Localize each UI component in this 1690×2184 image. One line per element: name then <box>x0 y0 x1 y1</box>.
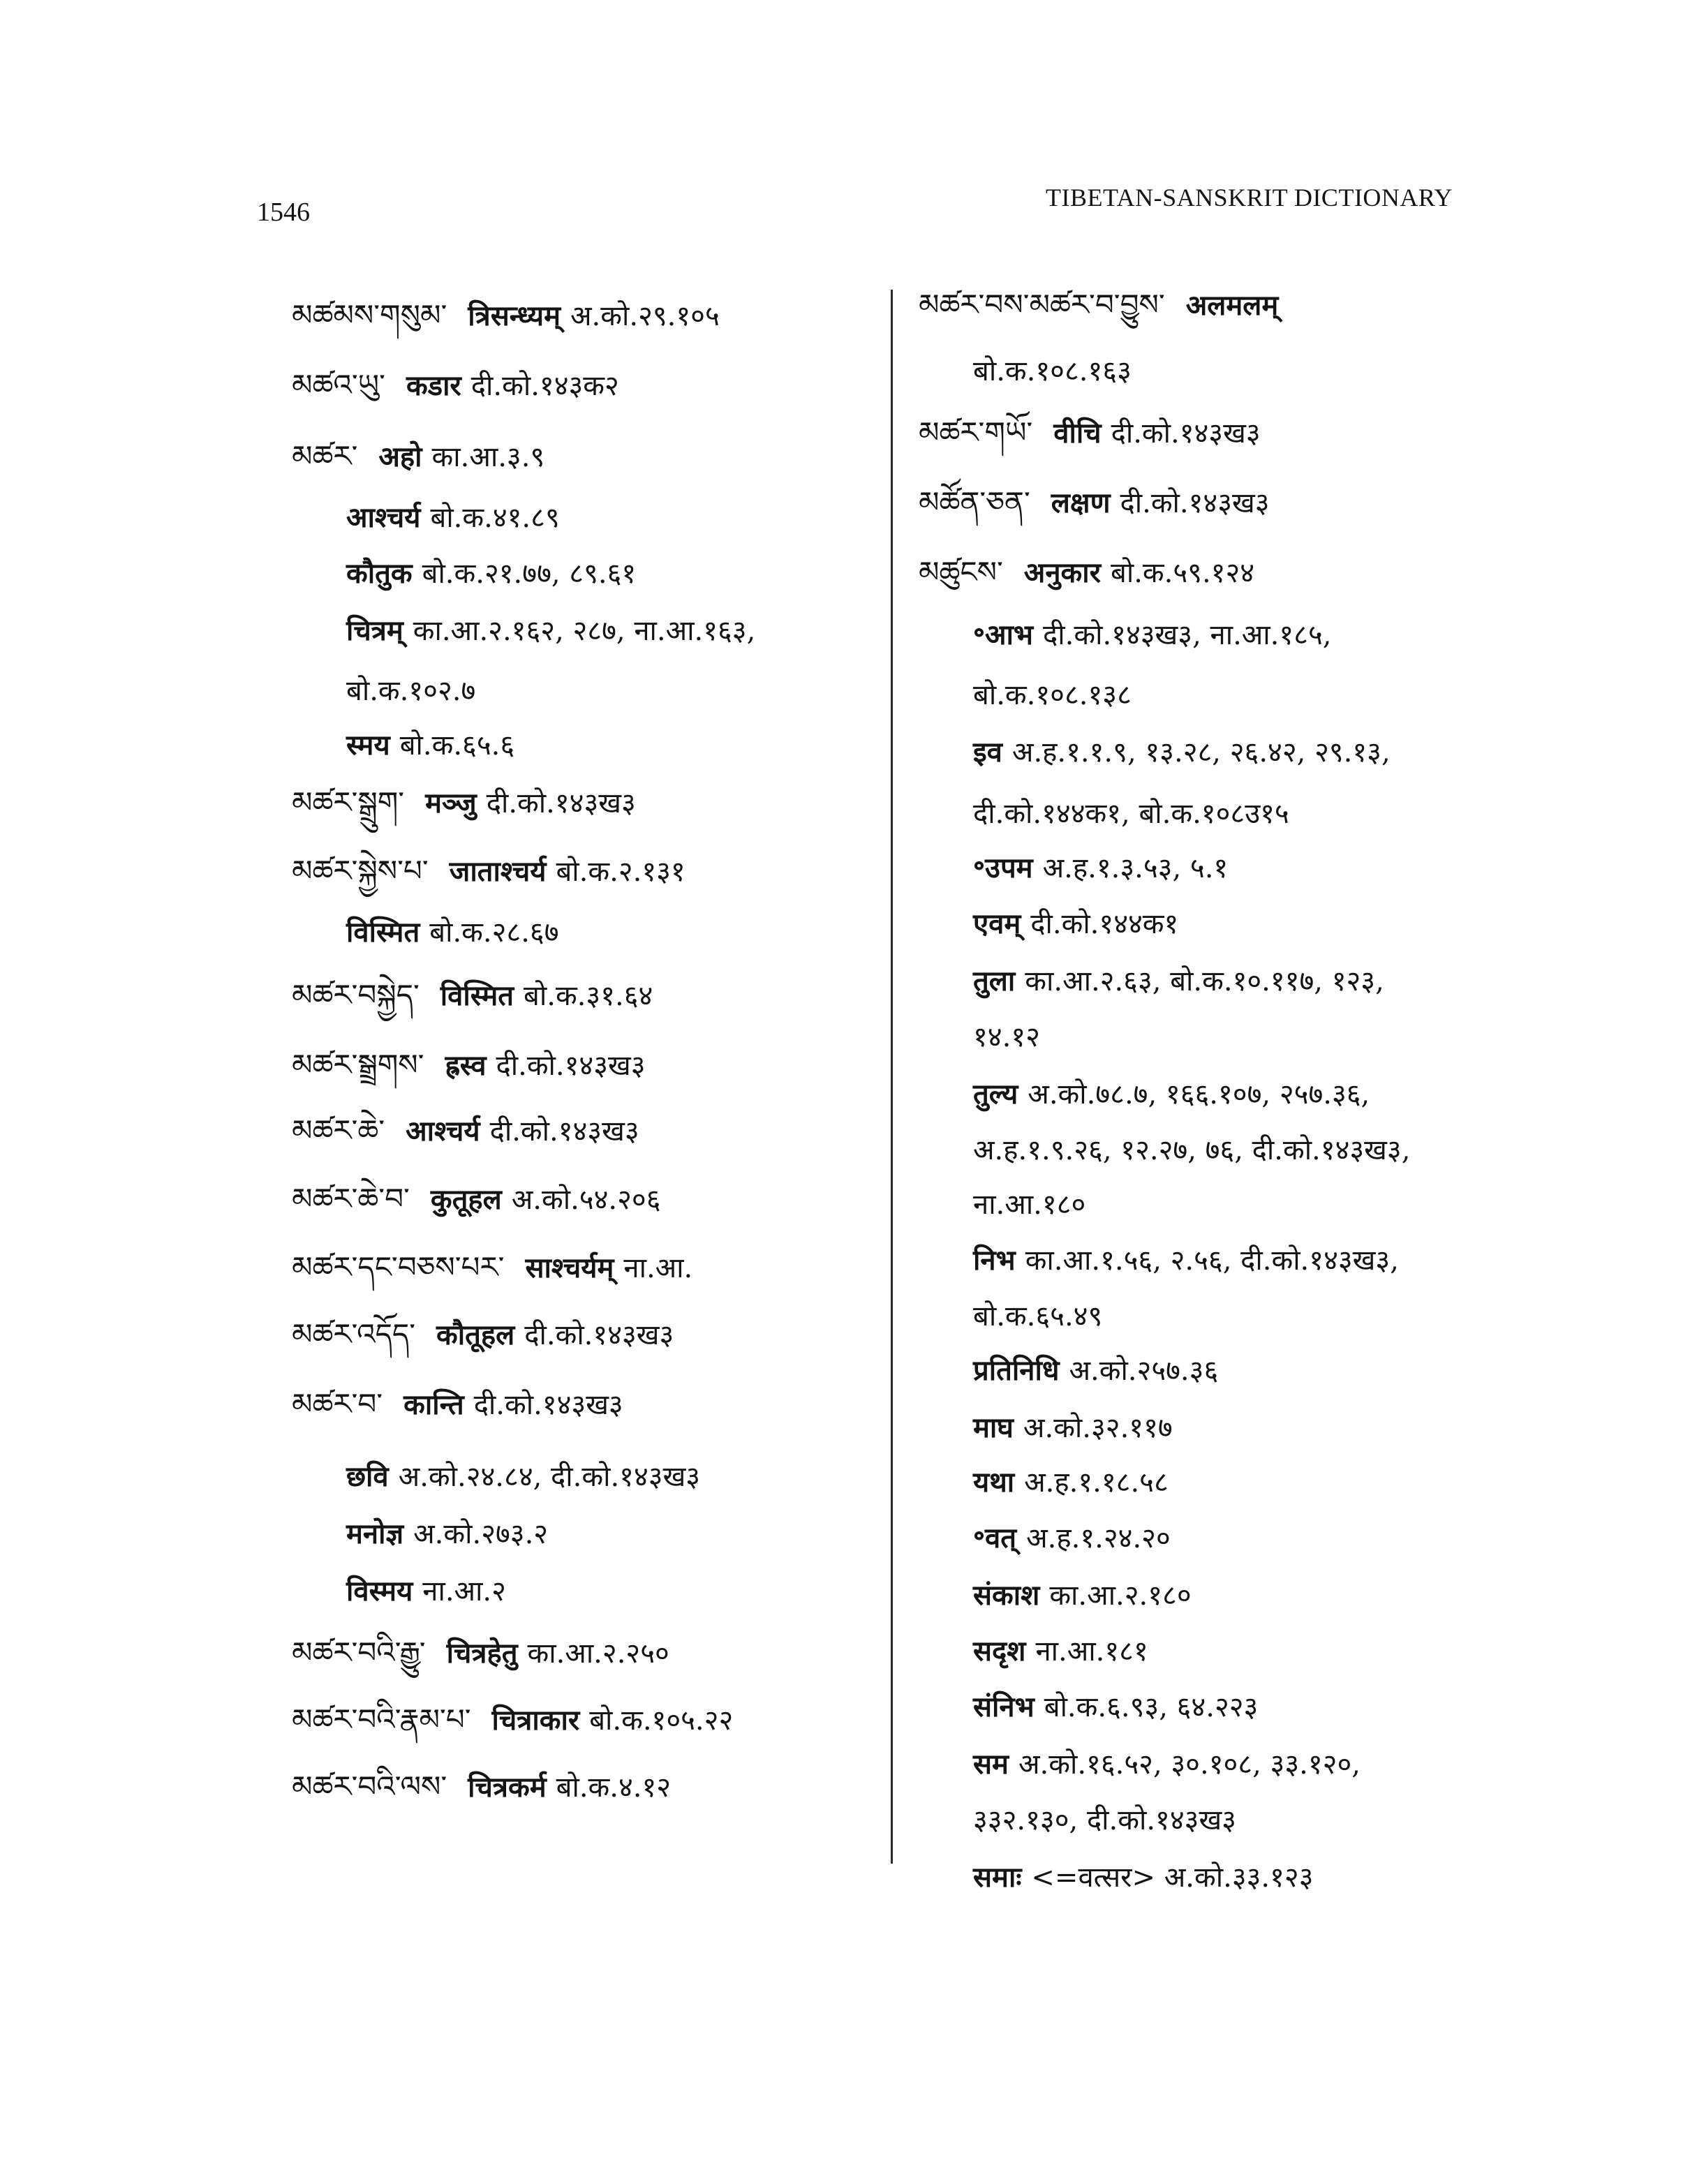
entry-line <box>973 1686 1258 1728</box>
entry-line <box>973 1857 1314 1899</box>
source-reference: अ.को.२९.१०५ <box>570 300 720 332</box>
running-head: TIBETAN-SANSKRIT DICTIONARY <box>1046 184 1453 211</box>
source-reference: १४.१२ <box>973 1021 1040 1053</box>
sanskrit-equivalent: कौतुक <box>346 557 413 590</box>
sanskrit-equivalent: इव <box>973 736 1002 768</box>
sanskrit-equivalent: प्रतिनिधि <box>973 1354 1060 1387</box>
sanskrit-equivalent: समाः <box>973 1861 1022 1894</box>
entry-line <box>973 1462 1169 1503</box>
entry-line <box>973 614 1332 656</box>
sanskrit-equivalent: साश्चर्यम् <box>525 1251 614 1284</box>
source-reference: का.आ.२.६३, बो.क.१०.११७, १२३, <box>1025 965 1384 997</box>
entry-line <box>292 1632 669 1674</box>
entry-line <box>292 436 544 478</box>
entry-line <box>919 284 1288 327</box>
source-reference: ना.आ.२ <box>422 1575 506 1607</box>
sanskrit-equivalent: एवम् <box>973 907 1021 940</box>
source-reference: बो.क.२.१३१ <box>556 856 685 888</box>
sanskrit-equivalent: चित्रहेतु <box>446 1637 518 1670</box>
entry-line <box>346 725 514 766</box>
source-reference: बो.क.६५.६ <box>399 729 515 762</box>
tibetan-headword: མཚར་བ་ <box>292 1387 383 1421</box>
entry-line <box>292 1766 671 1808</box>
source-reference: अ.ह.१.३.५३, ५.१ <box>1042 852 1229 884</box>
sanskrit-equivalent: आश्चर्य <box>406 1115 480 1147</box>
source-reference: बो.क.२१.७७, ८९.६१ <box>422 558 637 590</box>
source-reference: दी.को.१४३ख३ <box>1111 417 1261 450</box>
source-reference: का.आ.२.२५० <box>527 1637 669 1670</box>
source-reference: दी.को.१४३ख३ <box>524 1319 674 1351</box>
entry-line <box>346 670 475 712</box>
sanskrit-equivalent: अनुकार <box>1023 556 1101 589</box>
entry-line <box>919 412 1261 454</box>
source-reference: का.आ.१.५६, २.५६, दी.को.१४३ख३, <box>1025 1245 1399 1277</box>
entry-line <box>346 497 560 539</box>
source-reference: अ.ह.१.२४.२० <box>1026 1522 1171 1554</box>
tibetan-headword: མཚར་བའི་རྣམ་པ་ <box>292 1702 471 1737</box>
entry-line <box>973 1799 1236 1841</box>
source-reference: बो.क.१०२.७ <box>346 675 476 707</box>
source-reference: का.आ.२.१६२, २८७, ना.आ.१६३, <box>413 615 756 647</box>
entry-line <box>973 1184 1085 1226</box>
entry-line <box>292 1699 733 1741</box>
sanskrit-equivalent: चित्रकर्म <box>468 1771 547 1804</box>
source-reference: अ.को.३२.११७ <box>1023 1412 1173 1444</box>
source-reference: दी.को.१४३ख३ <box>496 1050 646 1082</box>
entry-line <box>973 1744 1361 1785</box>
source-reference: <=वत्सर> अ.को.३३.१२३ <box>1031 1862 1314 1894</box>
tibetan-headword: མཚར་ <box>292 439 358 473</box>
tibetan-headword: མཚར་གཡོ་ <box>919 415 1033 450</box>
source-reference: अ.को.२७३.२ <box>413 1518 549 1550</box>
sanskrit-equivalent: कौतूहल <box>436 1318 515 1351</box>
tibetan-headword: མཚར་ཆེ་བ་ <box>292 1182 410 1216</box>
sanskrit-equivalent: यथा <box>973 1466 1015 1499</box>
source-reference: बो.क.४१.८९ <box>430 502 560 534</box>
sanskrit-equivalent: ॰आभ <box>973 618 1034 651</box>
tibetan-headword: མཚར་སྒྲྲགས་ <box>292 1048 424 1082</box>
source-reference: बो.क.५९.१२४ <box>1111 557 1255 589</box>
source-reference: अ.ह.१.१८.५८ <box>1024 1466 1169 1499</box>
sanskrit-equivalent: संकाश <box>973 1579 1040 1612</box>
entry-line <box>292 1044 646 1087</box>
tibetan-headword: མཚར་སྒྲུག་ <box>292 785 405 819</box>
entry-line <box>973 731 1391 773</box>
entry-line <box>292 1247 692 1289</box>
entry-line <box>973 960 1384 1002</box>
sanskrit-equivalent: त्रिसन्ध्यम् <box>468 299 561 332</box>
entry-line <box>973 1350 1218 1392</box>
sanskrit-equivalent: जाताश्चर्य <box>449 855 547 888</box>
source-reference: अ.को.७८.७, १६६.१०७, २५७.३६, <box>1028 1078 1370 1110</box>
sanskrit-equivalent: स्मय <box>346 729 390 762</box>
entry-line <box>292 782 636 824</box>
tibetan-headword: མཚོན་ཅན་ <box>919 485 1030 519</box>
source-reference: ना.आ.१८० <box>973 1189 1086 1221</box>
entry-line <box>346 1456 700 1498</box>
sanskrit-equivalent: कान्ति <box>403 1388 464 1421</box>
source-reference: अ.को.१६.५२, ३०.१०८, ३३.१२०, <box>1018 1748 1361 1781</box>
sanskrit-equivalent: संनिभ <box>973 1691 1035 1723</box>
source-reference: अ.ह.१.१.९, १३.२८, २६.४२, २९.१३, <box>1011 736 1391 768</box>
source-reference: दी.को.१४३ख३ <box>1120 487 1270 519</box>
tibetan-headword: མཚར་བས་མཚར་བ་བྱུས་ <box>919 288 1165 322</box>
sanskrit-equivalent: छवि <box>346 1460 389 1493</box>
entry-line <box>973 1630 1148 1672</box>
sanskrit-equivalent: तुला <box>973 965 1016 997</box>
sanskrit-equivalent: सदृश <box>973 1635 1026 1667</box>
tibetan-headword: མཚར་སྐྱེས་པ་ <box>292 854 429 888</box>
tibetan-headword: མཚའ་ཡུ་ <box>292 368 385 402</box>
sanskrit-equivalent: माघ <box>973 1411 1014 1444</box>
source-reference: दी.को.१४४क१ <box>1030 908 1179 940</box>
source-reference: दी.को.१४३ख३ <box>489 1115 639 1147</box>
sanskrit-equivalent: ॰उपम <box>973 852 1033 884</box>
entry-line <box>346 1570 506 1612</box>
entry-line <box>973 1074 1370 1115</box>
tibetan-headword: མཚར་ཆེ་ <box>292 1113 385 1147</box>
sanskrit-equivalent: सम <box>973 1748 1009 1781</box>
entry-line <box>919 551 1254 594</box>
entry-line <box>292 974 653 1017</box>
source-reference: ३३२.१३०, दी.को.१४३ख३ <box>973 1804 1236 1836</box>
entry-line <box>973 350 1132 392</box>
tibetan-headword: མཚར་དང་བཅས་པར་ <box>292 1250 505 1284</box>
sanskrit-equivalent: कडार <box>406 369 461 402</box>
source-reference: अ.ह.१.९.२६, १२.२७, ७६, दी.को.१४३ख३, <box>973 1134 1411 1166</box>
entry-line <box>292 1383 623 1426</box>
entry-line <box>346 610 755 652</box>
entry-line <box>973 1016 1040 1058</box>
source-reference: बो.क.१०८.१३८ <box>973 679 1132 711</box>
tibetan-headword: མཚར་འདོད་ <box>292 1317 416 1351</box>
source-reference: दी.को.१४३ख३ <box>473 1389 623 1421</box>
source-reference: बो.क.२८.६७ <box>429 916 559 949</box>
sanskrit-equivalent: अहो <box>378 440 422 473</box>
column-divider <box>891 290 893 1864</box>
entry-line <box>346 1513 548 1555</box>
sanskrit-equivalent: विस्मित <box>440 979 514 1012</box>
entry-line <box>292 295 720 337</box>
sanskrit-equivalent: विस्मित <box>346 916 420 949</box>
sanskrit-equivalent: निभ <box>973 1244 1016 1277</box>
entry-line <box>973 1240 1399 1282</box>
sanskrit-equivalent: कुतूहल <box>430 1183 502 1216</box>
sanskrit-equivalent: मनोज्ञ <box>346 1517 404 1550</box>
source-reference: अ.को.२५७.३६ <box>1069 1355 1219 1387</box>
source-reference: का.आ.३.९ <box>431 441 545 473</box>
sanskrit-equivalent: मञ्जु <box>425 787 477 819</box>
sanskrit-equivalent: ॰वत् <box>973 1522 1017 1554</box>
entry-line <box>973 1129 1410 1171</box>
source-reference: ना.आ. <box>623 1252 693 1284</box>
entry-line <box>973 1295 1102 1337</box>
entry-line <box>292 1314 674 1356</box>
sanskrit-equivalent: आश्चर्य <box>346 501 421 534</box>
tibetan-headword: མཚར་བསྐྱེད་ <box>292 978 420 1012</box>
entry-line <box>973 1575 1192 1617</box>
entry-line <box>973 793 1289 835</box>
sanskrit-equivalent: विस्मय <box>346 1575 413 1607</box>
source-reference: बो.क.४.१२ <box>556 1771 672 1804</box>
entry-line <box>973 674 1132 716</box>
entry-line <box>292 1178 661 1221</box>
tibetan-headword: མཚར་བའི་རྒྱུ་ <box>292 1635 426 1670</box>
sanskrit-equivalent: चित्रम् <box>346 614 403 647</box>
entry-line <box>973 1407 1173 1449</box>
source-reference: बो.क.१०८.१६३ <box>973 355 1132 387</box>
source-reference: दी.को.१४३ख३, ना.आ.१८५, <box>1043 619 1332 651</box>
entry-line <box>292 1110 639 1152</box>
page-number: 1546 <box>257 198 310 227</box>
source-reference: अ.को.२४.८४, दी.को.१४३ख३ <box>398 1461 701 1493</box>
entry-line <box>292 364 619 407</box>
entry-line <box>346 553 636 595</box>
sanskrit-equivalent: लक्षण <box>1051 486 1111 519</box>
entry-line <box>919 482 1270 524</box>
source-reference: ना.आ.१८१ <box>1035 1635 1148 1667</box>
entry-line <box>292 850 685 893</box>
sanskrit-equivalent: चित्राकार <box>491 1704 580 1737</box>
sanskrit-equivalent: वीचि <box>1053 417 1102 450</box>
source-reference: बो.क.६५.४९ <box>973 1300 1103 1332</box>
source-reference: दी.को.१४४क१, बो.क.१०८उ१५ <box>973 798 1289 830</box>
sanskrit-equivalent: अलमलम् <box>1185 289 1279 322</box>
sanskrit-equivalent: तुल्य <box>973 1078 1018 1110</box>
source-reference: बो.क.३१.६४ <box>524 980 653 1012</box>
tibetan-headword: མཚར་བའི་ལས་ <box>292 1769 447 1804</box>
source-reference: का.आ.२.१८० <box>1049 1580 1192 1612</box>
entry-line <box>346 912 559 953</box>
source-reference: दी.को.१४३क२ <box>470 370 619 402</box>
entry-line <box>973 903 1178 945</box>
source-reference: दी.को.१४३ख३ <box>486 787 636 819</box>
source-reference: अ.को.५४.२०६ <box>511 1184 661 1216</box>
source-reference: बो.क.१०५.२२ <box>589 1704 734 1737</box>
entry-line <box>973 847 1228 889</box>
sanskrit-equivalent: ह्रस्व <box>445 1049 487 1082</box>
tibetan-headword: མཚམས་གསུམ་ <box>292 298 447 332</box>
tibetan-headword: མཚུངས་ <box>919 555 1003 589</box>
source-reference: बो.क.६.९३, ६४.२२३ <box>1044 1691 1259 1723</box>
entry-line <box>973 1517 1171 1559</box>
